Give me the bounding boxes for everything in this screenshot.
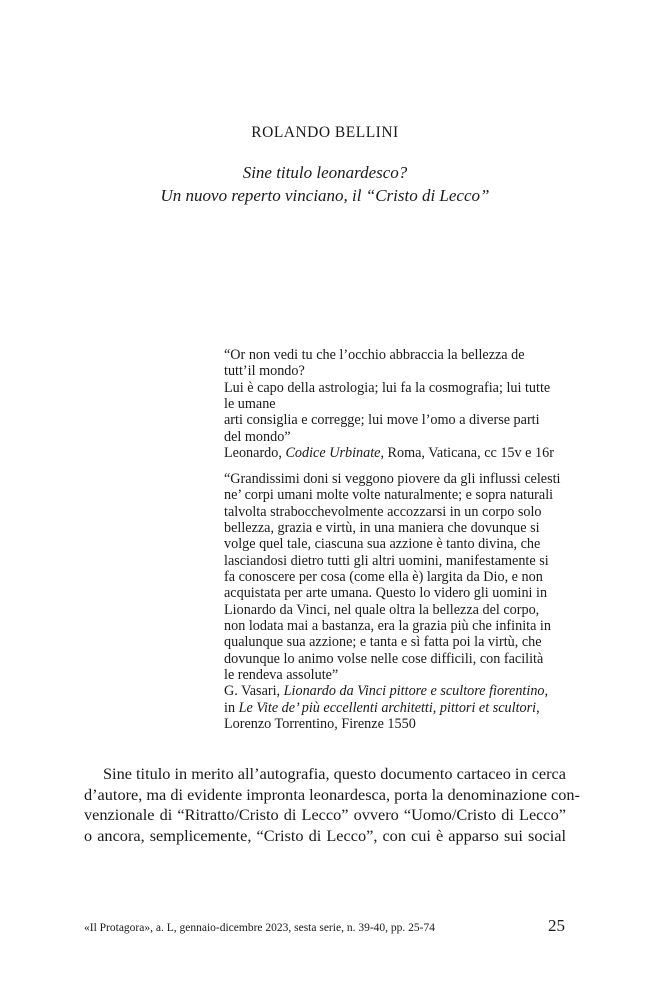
epigraph-line: qualunque sua azzione; e tanta e sì fatta poi la virtù, che: [224, 634, 542, 651]
footer-citation: «Il Protagora», a. L, gennaio-dicembre 2023, sesta serie, n. 39-40, pp. 25-74: [84, 922, 435, 934]
body-line: o ancora, semplicemente, “Cristo di Lecco”, con cui è apparso sui social: [84, 825, 566, 845]
attribution-work: Lionardo da Vinci pittore e scultore fiorentino: [283, 683, 545, 700]
body-line: d’autore, ma di evidente impronta leonardesca, porta la denominazione con-: [84, 784, 580, 804]
epigraph-line: volge quel tale, ciascuna sua azzione è tanto divina, che: [224, 536, 541, 553]
epigraph-line: “Grandissimi doni si veggono piovere da gli influssi celesti: [224, 471, 561, 487]
epigraph-line: tutt’il mondo?: [224, 363, 305, 380]
attribution-author: Leonardo,: [224, 445, 286, 462]
epigraph-line: del mondo”: [224, 428, 291, 445]
epigraph-leonardo: [224, 347, 567, 461]
epigraph-line: fa conoscere per cosa (come ella è) largita da Dio, e non: [224, 569, 543, 586]
attribution-punct: ,: [544, 683, 549, 700]
body-text: [84, 764, 580, 846]
body-line: venzionale di “Ritratto/Cristo di Lecco” ovvero “Uomo/Cristo di Lecco”: [84, 805, 566, 824]
epigraph-line: talvolta strabocchevolmente accozzarsi in un corpo solo: [224, 503, 542, 520]
epigraph-line: Lui è capo della astrologia; lui fa la cosmografia; lui tutte: [224, 379, 551, 396]
attribution-author: G. Vasari,: [224, 683, 284, 700]
attribution-publisher: Lorenzo Torrentino, Firenze 1550: [224, 716, 416, 733]
attribution-punct: ,: [536, 699, 540, 716]
attribution-source: , Roma, Vaticana, cc 15v e 16r: [380, 445, 554, 462]
body-line: Sine titulo in merito all’autografia, questo documento cartaceo in cerca: [103, 764, 566, 783]
epigraph-attribution: [224, 445, 567, 461]
article-title-line-1: Sine titulo leonardesco?: [242, 163, 408, 182]
epigraph-line: “Or non vedi tu che l’occhio abbraccia la bellezza de: [224, 347, 525, 363]
epigraph-line: ne’ corpi umani molte volte naturalmente; e sopra naturali: [224, 487, 554, 504]
attribution-prefix: in: [224, 699, 239, 716]
epigraph-line: non lodata mai a bastanza, era la grazia più che infinita in: [224, 618, 551, 635]
epigraph-line: arti consiglia e corregge; lui move l’omo a diverse parti: [224, 412, 540, 429]
page-number: 25: [548, 916, 565, 935]
epigraph-line: bellezza, grazia e virtù, in una maniera che dovunque si: [224, 520, 540, 537]
article-title-line-2: Un nuovo reperto vinciano, il “Cristo di Lecco”: [160, 186, 490, 205]
epigraph-line: le umane: [224, 396, 276, 413]
author-name: ROLANDO BELLINI: [251, 124, 399, 141]
epigraph-line: acquistata per arte umana. Questo lo videro gli uomini in: [224, 585, 548, 602]
attribution-book: Le Vite de’ più eccellenti architetti, pittori et scultori: [238, 699, 537, 716]
epigraph-line: lasciandosi dietro tutti gli altri uomini, manifestamente si: [224, 552, 549, 569]
epigraph-line: Lionardo da Vinci, nel quale oltra la bellezza del corpo,: [224, 601, 540, 618]
epigraph-line: dovunque lo animo volse nelle cose difficili, con facilità: [224, 650, 544, 667]
epigraph-attribution: [224, 683, 567, 699]
epigraph-attribution: [224, 700, 567, 716]
epigraph-vasari: [224, 471, 567, 733]
attribution-work: Codice Urbinate: [285, 445, 381, 462]
epigraph-line: le rendeva assolute”: [224, 667, 339, 684]
